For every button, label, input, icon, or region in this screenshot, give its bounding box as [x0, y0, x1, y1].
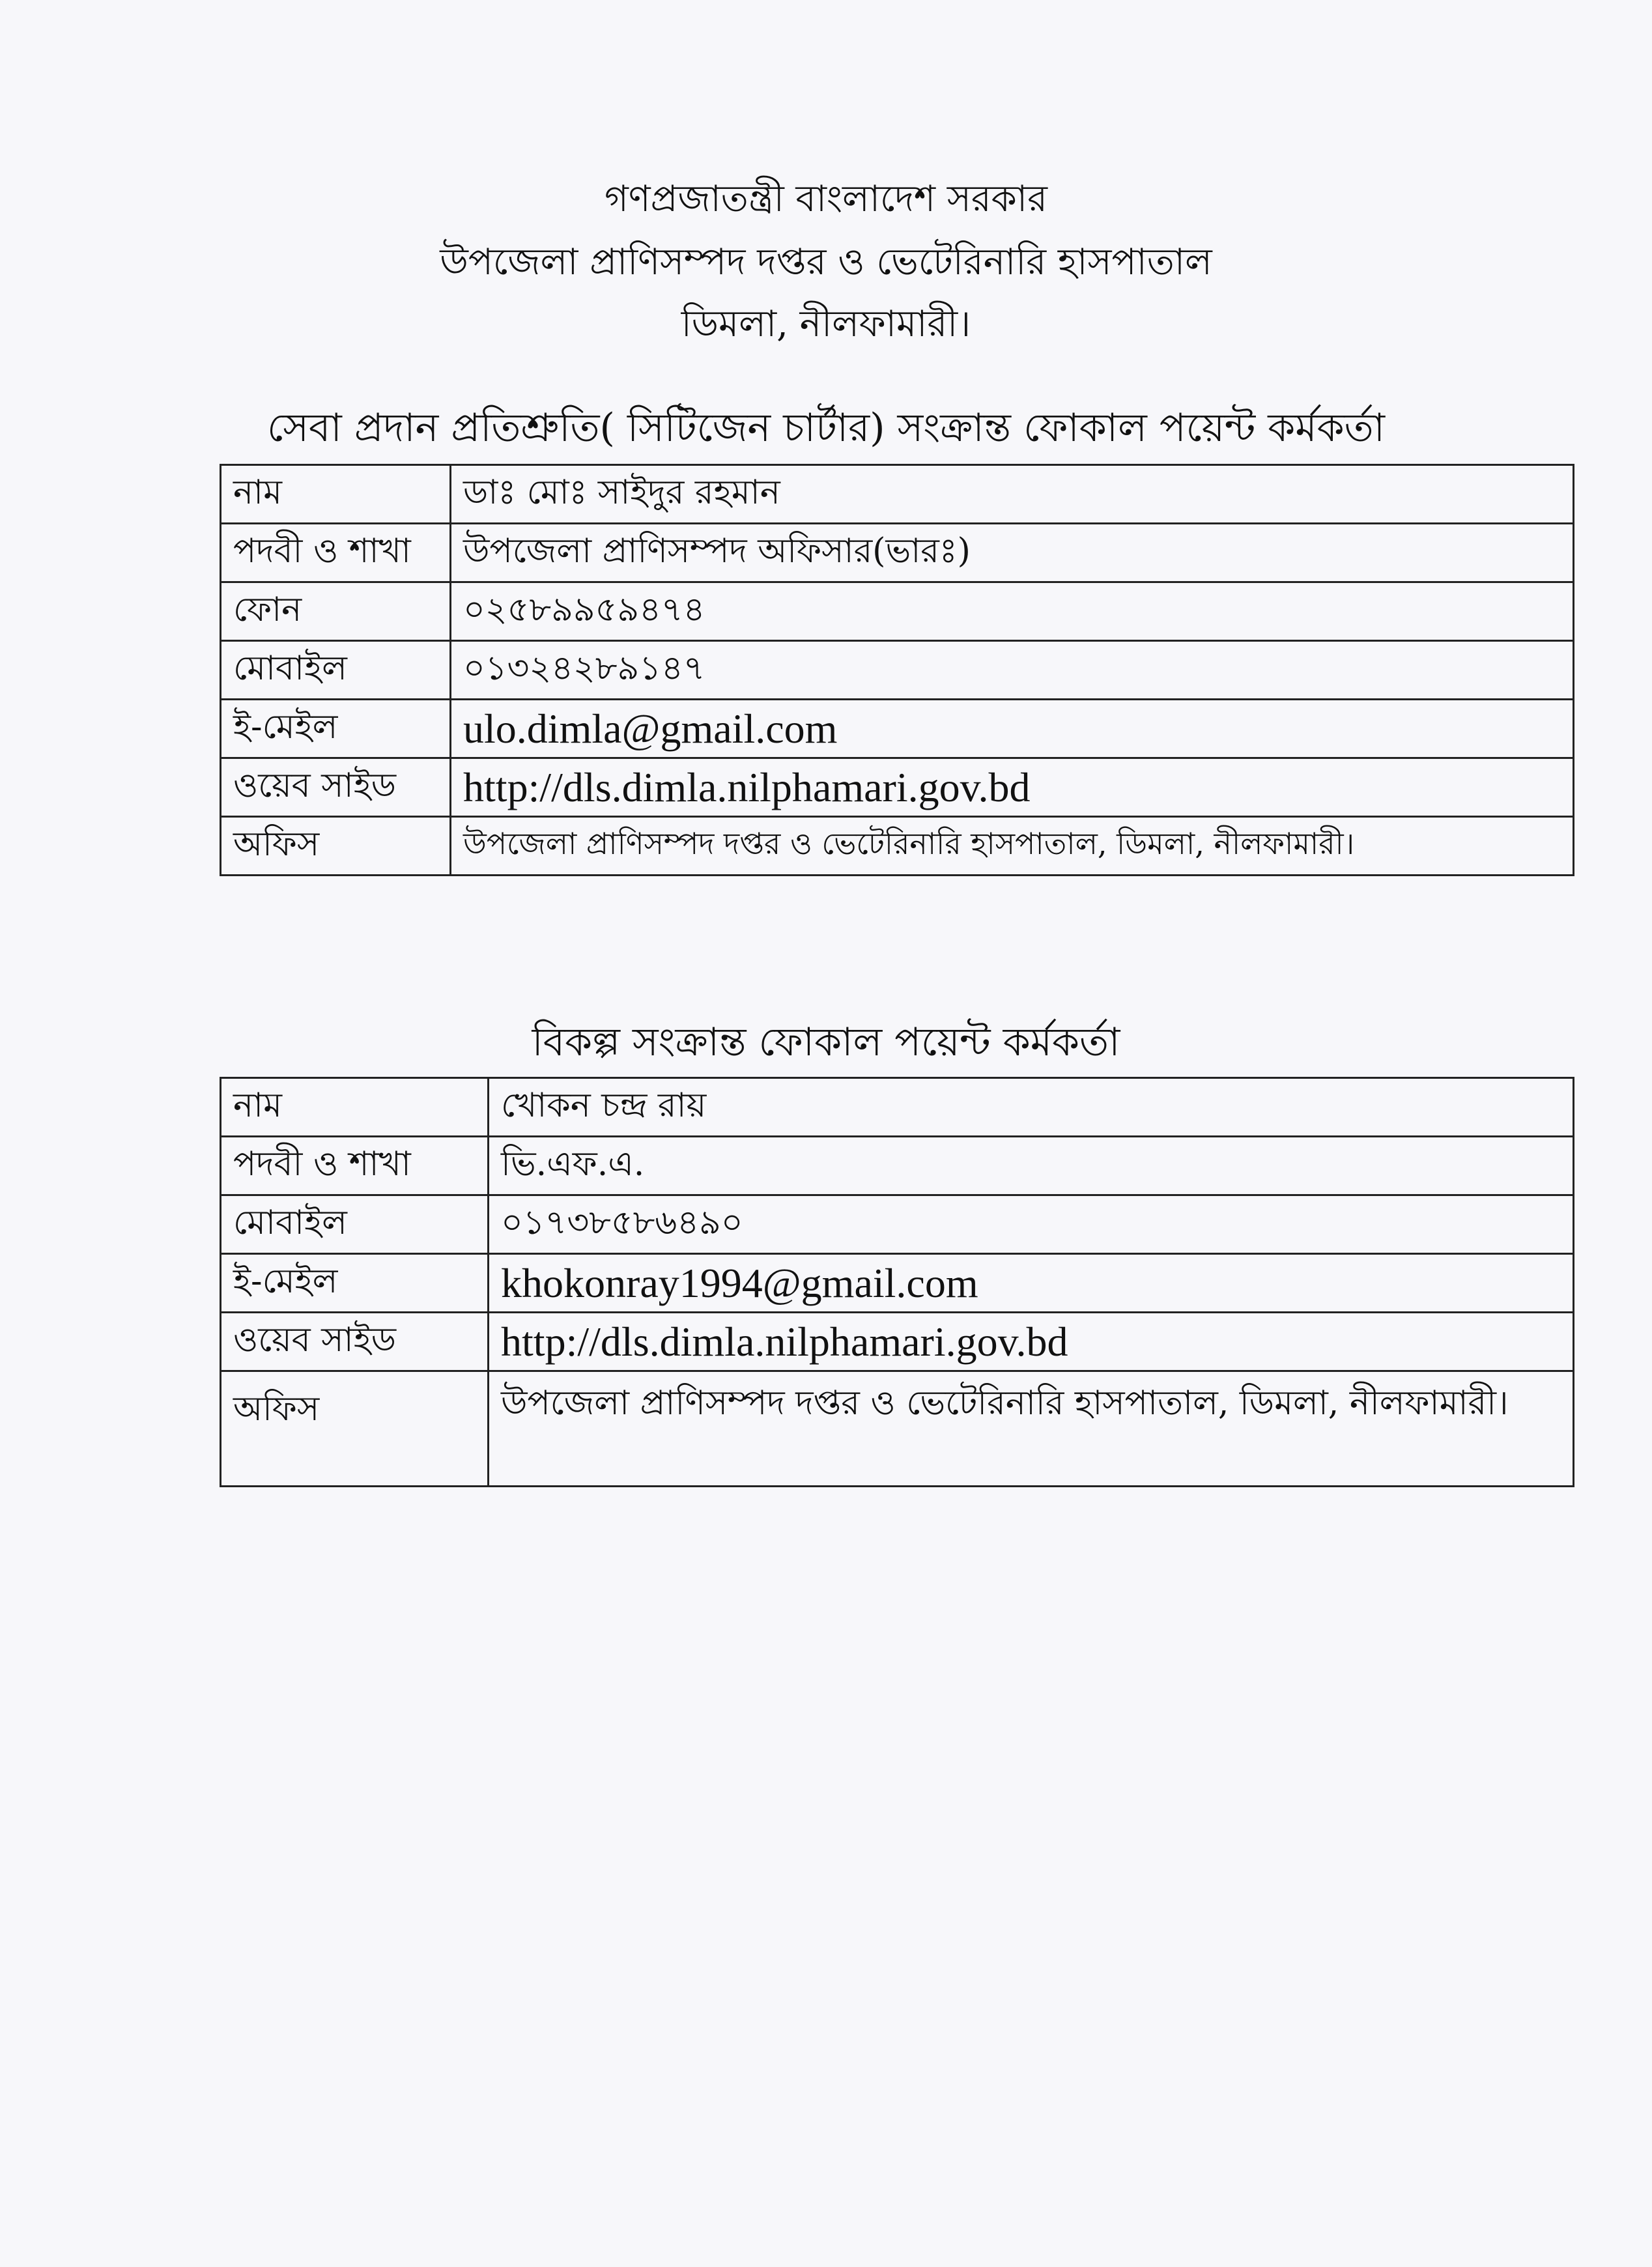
table-row	[221, 1371, 1574, 1487]
table-row	[221, 582, 1574, 641]
row-label: মোবাইল	[221, 1195, 489, 1254]
designation-value: উপজেলা প্রাণিসম্পদ অফিসার(ভারঃ)	[451, 524, 1574, 582]
email-value: ulo.dimla@gmail.com	[451, 700, 1574, 758]
header-office: উপজেলা প্রাণিসম্পদ দপ্তর ও ভেটেরিনারি হাসপাতাল	[440, 241, 1212, 283]
alternate-focal-point-table	[220, 1077, 1574, 1487]
row-label: নাম	[221, 465, 451, 524]
table-row	[221, 700, 1574, 758]
email-value: khokonray1994@gmail.com	[489, 1254, 1574, 1313]
phone-value: ০২৫৮৯৯৫৯৪৭৪	[451, 582, 1574, 641]
table-row	[221, 1137, 1574, 1195]
name-value: খোকন চন্দ্র রায়	[489, 1078, 1574, 1137]
office-value: উপজেলা প্রাণিসম্পদ দপ্তর ও ভেটেরিনারি হাসপাতাল, ডিমলা, নীলফামারী।	[489, 1371, 1574, 1487]
citizen-charter-focal-point-table	[220, 464, 1574, 876]
name-value: ডাঃ মোঃ সাইদুর রহমান	[451, 465, 1574, 524]
table-row	[221, 758, 1574, 817]
table-row	[221, 524, 1574, 582]
table-row	[221, 641, 1574, 700]
office-value: উপজেলা প্রাণিসম্পদ দপ্তর ও ভেটেরিনারি হাসপাতাল, ডিমলা, নীলফামারী।	[451, 817, 1574, 876]
table-row	[221, 465, 1574, 524]
table-row	[221, 1195, 1574, 1254]
row-label: ই-মেইল	[221, 700, 451, 758]
section2-title: বিকল্প সংক্রান্ত ফোকাল পয়েন্ট কর্মকর্তা	[532, 1019, 1120, 1065]
website-value: http://dls.dimla.nilphamari.gov.bd	[451, 758, 1574, 817]
table-row	[221, 817, 1574, 876]
table-row	[221, 1313, 1574, 1371]
header-government: গণপ্রজাতন্ত্রী বাংলাদেশ সরকার	[605, 178, 1047, 220]
row-label: অফিস	[221, 817, 451, 876]
website-value: http://dls.dimla.nilphamari.gov.bd	[489, 1313, 1574, 1371]
designation-value: ভি.এফ.এ.	[489, 1137, 1574, 1195]
row-label: ওয়েব সাইড	[221, 1313, 489, 1371]
table-row	[221, 1254, 1574, 1313]
row-label: মোবাইল	[221, 641, 451, 700]
row-label: নাম	[221, 1078, 489, 1137]
mobile-value: ০১৭৩৮৫৮৬৪৯০	[489, 1195, 1574, 1254]
row-label: পদবী ও শাখা	[221, 524, 451, 582]
section1-title: সেবা প্রদান প্রতিশ্রুতি( সিটিজেন চার্টার) সংক্রান্ত ফোকাল পয়েন্ট কর্মকর্তা	[266, 405, 1385, 451]
row-label: পদবী ও শাখা	[221, 1137, 489, 1195]
row-label: ই-মেইল	[221, 1254, 489, 1313]
row-label: ওয়েব সাইড	[221, 758, 451, 817]
header-location: ডিমলা, নীলফামারী।	[681, 303, 971, 345]
table-row	[221, 1078, 1574, 1137]
mobile-value: ০১৩২৪২৮৯১৪৭	[451, 641, 1574, 700]
row-label: অফিস	[221, 1371, 489, 1487]
row-label: ফোন	[221, 582, 451, 641]
